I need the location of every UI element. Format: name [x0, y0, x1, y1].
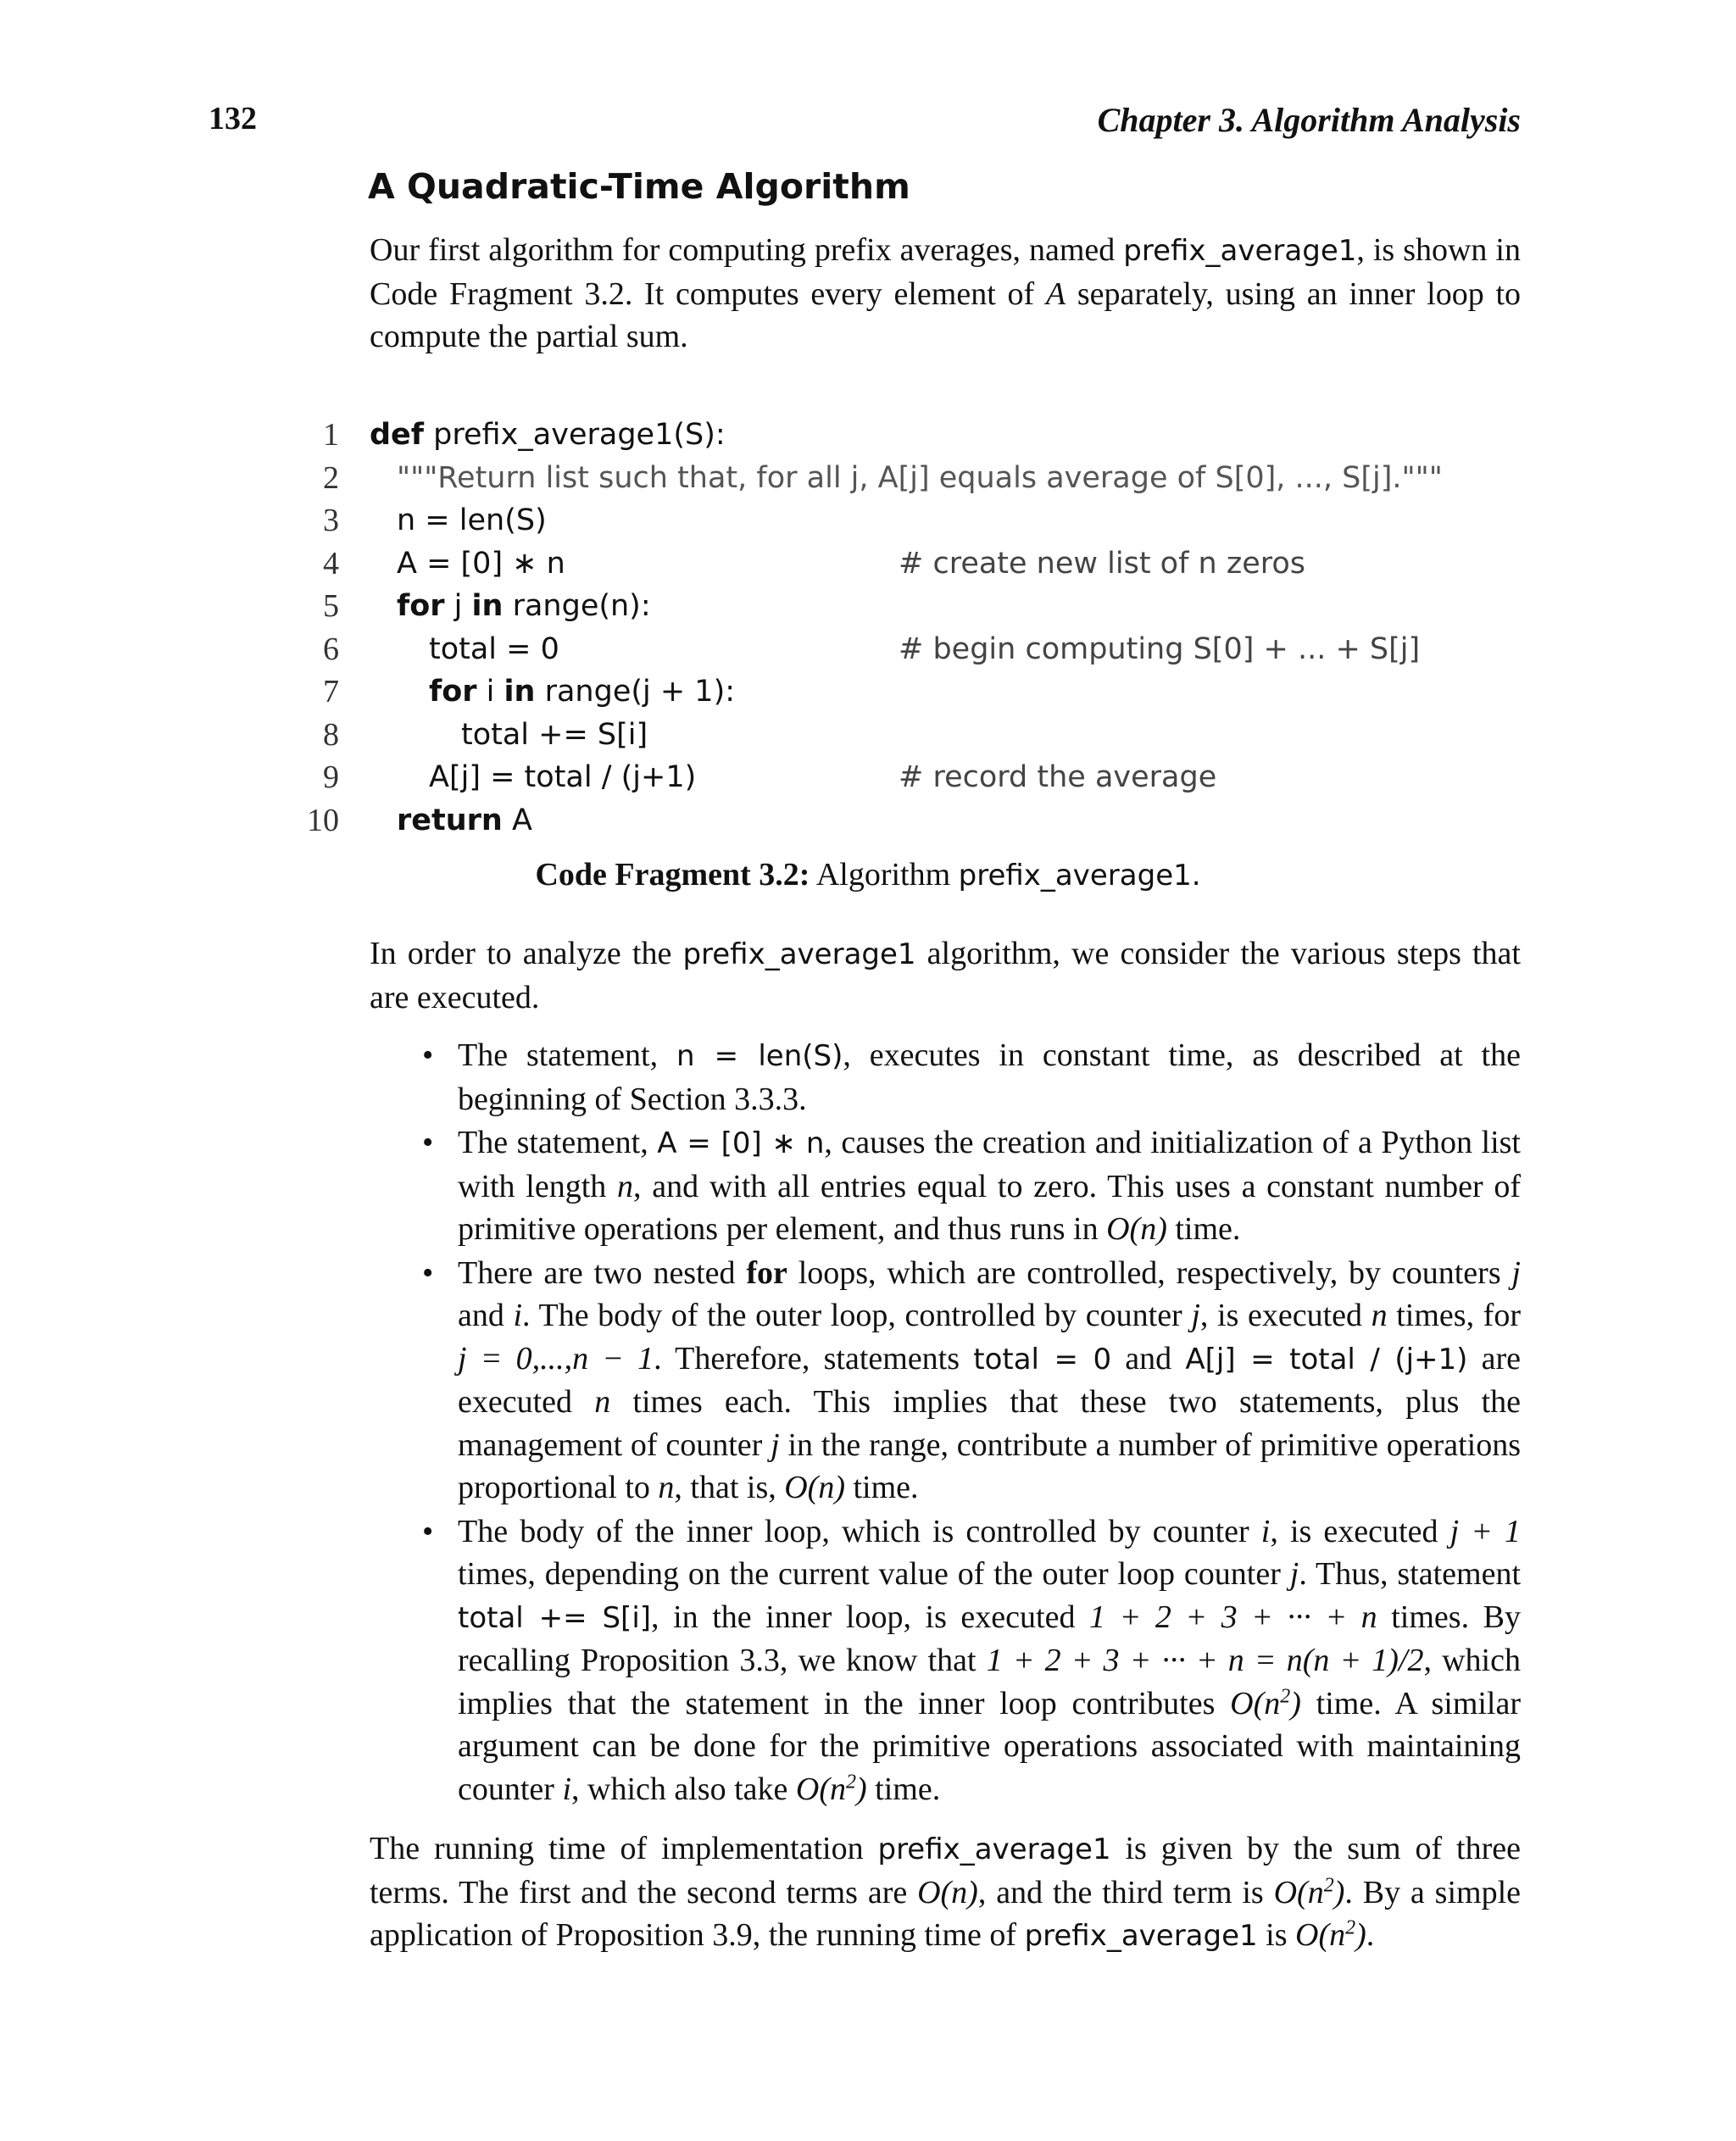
conclusion-paragraph [370, 1827, 1521, 1958]
math-var: j [1511, 1254, 1521, 1291]
function-name: prefix_average1 [682, 937, 916, 971]
text: Our first algorithm for computing prefix averages, named [370, 232, 1124, 268]
superscript: 2 [846, 1770, 856, 1793]
text: times. By recalling Proposition 3.3, we know that [458, 1599, 1521, 1678]
line-number: 4 [323, 545, 339, 581]
code-line [288, 799, 1517, 842]
text: time. [845, 1470, 919, 1505]
code: j [444, 589, 472, 623]
text: , is executed [1199, 1298, 1372, 1333]
text: time. A similar argument can be done for the primitive operations associated with maintaining counter [458, 1685, 1522, 1807]
code: total += S[i] [461, 717, 648, 752]
math-expr: 1 + 2 + 3 + ··· + n [1089, 1599, 1377, 1635]
code-fragment [288, 414, 1517, 842]
caption-label: Code Fragment 3.2: [535, 857, 810, 893]
math-part: ) [1355, 1917, 1366, 1953]
text: , is executed [1270, 1513, 1450, 1549]
code-line [288, 756, 1517, 799]
code: total = 0 [429, 631, 559, 666]
function-name: prefix_average1 [1123, 234, 1357, 268]
text: , which implies that the statement in the inner loop contributes [458, 1643, 1521, 1721]
code-caption [0, 856, 1736, 893]
function-name: prefix_average1 [877, 1832, 1111, 1866]
page-number: 132 [209, 101, 257, 136]
code: A[j] = total / (j+1) [429, 760, 697, 794]
function-name: prefix_average1 [1024, 1919, 1258, 1953]
text: is [1257, 1917, 1296, 1953]
text: is given by the sum of three terms. The first and the second terms are [370, 1831, 1521, 1910]
text: separately, using an inner loop to compute the partial sum. [370, 275, 1521, 354]
math-expr [1230, 1686, 1301, 1721]
text: , executes in constant time, as described at the beginning of Section 3.3.3. [458, 1037, 1521, 1117]
keyword: in [471, 589, 504, 623]
math-part: O(n [795, 1771, 846, 1807]
keyword: for [746, 1254, 787, 1291]
chapter-title: Chapter 3. Algorithm Analysis [1097, 101, 1521, 139]
superscript: 2 [1345, 1916, 1356, 1939]
text: The running time of implementation [370, 1831, 878, 1866]
code-line [288, 585, 1517, 628]
math-var: j [771, 1426, 780, 1463]
analysis-paragraph [370, 932, 1521, 1019]
math-var: j [1289, 1556, 1299, 1592]
text: Algorithm [810, 857, 959, 893]
math-var: i [1260, 1513, 1271, 1549]
math-expr: O(n) [917, 1874, 978, 1910]
math-part: O(n [1295, 1917, 1346, 1953]
code-line [288, 457, 1517, 500]
text: In order to analyze the [370, 936, 683, 971]
code-line [288, 714, 1517, 757]
math-part: ) [1333, 1874, 1345, 1910]
text: and [1111, 1340, 1186, 1376]
text: , and the third term is [977, 1874, 1274, 1910]
page-header [209, 100, 1521, 142]
math-expr: O(n) [1106, 1211, 1167, 1247]
math-part: O(n [1230, 1685, 1281, 1721]
keyword: in [504, 675, 536, 709]
text: The body of the inner loop, which is controlled by counter [458, 1513, 1261, 1549]
inline-code: A[j] = total / (j+1) [1185, 1342, 1468, 1376]
code-text [397, 799, 532, 842]
list-item [417, 1510, 1521, 1811]
code-line [288, 670, 1517, 714]
code: i [476, 675, 504, 709]
math-var: n [594, 1384, 611, 1420]
superscript: 2 [1323, 1873, 1334, 1896]
math-expr: j + 1 [1449, 1513, 1521, 1549]
code: n = len(S) [397, 503, 547, 537]
math-expr: j = 0,...,n − 1 [458, 1340, 654, 1376]
function-name: prefix_average1. [958, 859, 1201, 893]
text: time. [1166, 1211, 1241, 1247]
list-item [417, 1252, 1521, 1510]
text: , causes the creation and initialization of a Python list with length [458, 1125, 1521, 1204]
text: times each. This implies that these two statements, plus the management of counter [458, 1384, 1521, 1463]
code-line [288, 499, 1517, 542]
text: loops, which are controlled, respectively, by counters [787, 1254, 1512, 1291]
code-text [429, 670, 735, 714]
math-var: n [1371, 1298, 1388, 1333]
text: times, for [1387, 1298, 1521, 1333]
code-text [397, 585, 651, 628]
text: and [458, 1298, 514, 1333]
text: are executed [458, 1340, 1522, 1420]
line-number: 8 [323, 716, 339, 753]
text: , that is, [674, 1470, 785, 1505]
intro-paragraph [370, 229, 1521, 359]
code: prefix_average1(S): [424, 418, 726, 452]
text: , in the inner loop, is executed [651, 1599, 1090, 1635]
code: A [502, 803, 532, 837]
code: range(n): [503, 589, 651, 623]
list-item [417, 1121, 1521, 1251]
list-item [417, 1034, 1521, 1121]
text: , which also take [571, 1771, 796, 1807]
keyword: for [397, 589, 445, 623]
line-number: 1 [323, 417, 339, 453]
code-text [370, 414, 726, 457]
line-number: 6 [323, 631, 339, 667]
code-line [288, 414, 1517, 457]
code-line [288, 628, 1517, 671]
math-var: n [617, 1168, 634, 1204]
line-number: 7 [323, 674, 339, 709]
inline-code: total += S[i] [458, 1600, 652, 1635]
line-number: 10 [307, 802, 339, 838]
keyword: return [397, 803, 503, 837]
code-comment: # begin computing S[0] + ... + S[j] [899, 631, 1421, 666]
text: . Therefore, statements [654, 1340, 974, 1376]
text: . The body of the outer loop, controlled by counter [522, 1298, 1192, 1333]
math-part: ) [856, 1771, 867, 1807]
code: range(j + 1): [535, 675, 736, 709]
text: There are two nested [458, 1254, 747, 1291]
math-var: A [1045, 275, 1066, 312]
text: The statement, [458, 1037, 676, 1073]
text: , and with all entries equal to zero. This uses a constant number of primitive operations per element, and thus runs in [458, 1168, 1521, 1247]
math-expr [1274, 1875, 1345, 1910]
math-var: i [513, 1298, 523, 1333]
text: . [1366, 1917, 1375, 1953]
math-expr [796, 1771, 867, 1807]
text: times, depending on the current value of the outer loop counter [458, 1556, 1290, 1592]
text: algorithm, we consider the various steps that are executed. [370, 936, 1521, 1015]
math-part: ) [1290, 1685, 1301, 1721]
text: . By a simple application of Proposition 3.9, the running time of [370, 1874, 1521, 1953]
math-var: j [1191, 1298, 1200, 1333]
math-var: n [658, 1470, 675, 1505]
bullet-list [417, 1034, 1521, 1811]
keyword: for [429, 675, 477, 709]
text: time. [866, 1771, 941, 1807]
docstring: """Return list such that, for all j, A[j] equals average of S[0], ..., S[j].""" [397, 460, 1443, 495]
code-line [288, 542, 1517, 586]
code-comment: # record the average [899, 760, 1217, 794]
math-var: i [562, 1771, 572, 1807]
math-expr: 1 + 2 + 3 + ··· + n = n(n + 1)/2 [986, 1643, 1424, 1678]
text: The statement, [458, 1125, 658, 1160]
inline-code: total = 0 [973, 1342, 1112, 1376]
code-comment: # create new list of n zeros [899, 546, 1306, 581]
line-number: 5 [323, 588, 339, 624]
inline-code: n = len(S) [676, 1039, 843, 1073]
text: in the range, contribute a number of primitive operations proportional to [458, 1426, 1521, 1505]
line-number: 9 [323, 759, 339, 795]
superscript: 2 [1280, 1684, 1291, 1707]
code: A = [0] ∗ n [397, 546, 565, 581]
inline-code: A = [0] ∗ n [657, 1126, 825, 1160]
text: , is shown in Code Fragment 3.2. It computes every element of [370, 232, 1521, 312]
math-expr: O(n) [784, 1470, 845, 1505]
math-part: O(n [1273, 1874, 1324, 1910]
line-number: 3 [323, 503, 339, 538]
math-expr [1295, 1917, 1366, 1953]
line-number: 2 [323, 459, 339, 496]
section-title: A Quadratic-Time Algorithm [368, 166, 910, 207]
text: . Thus, statement [1299, 1556, 1521, 1592]
keyword: def [370, 418, 425, 452]
